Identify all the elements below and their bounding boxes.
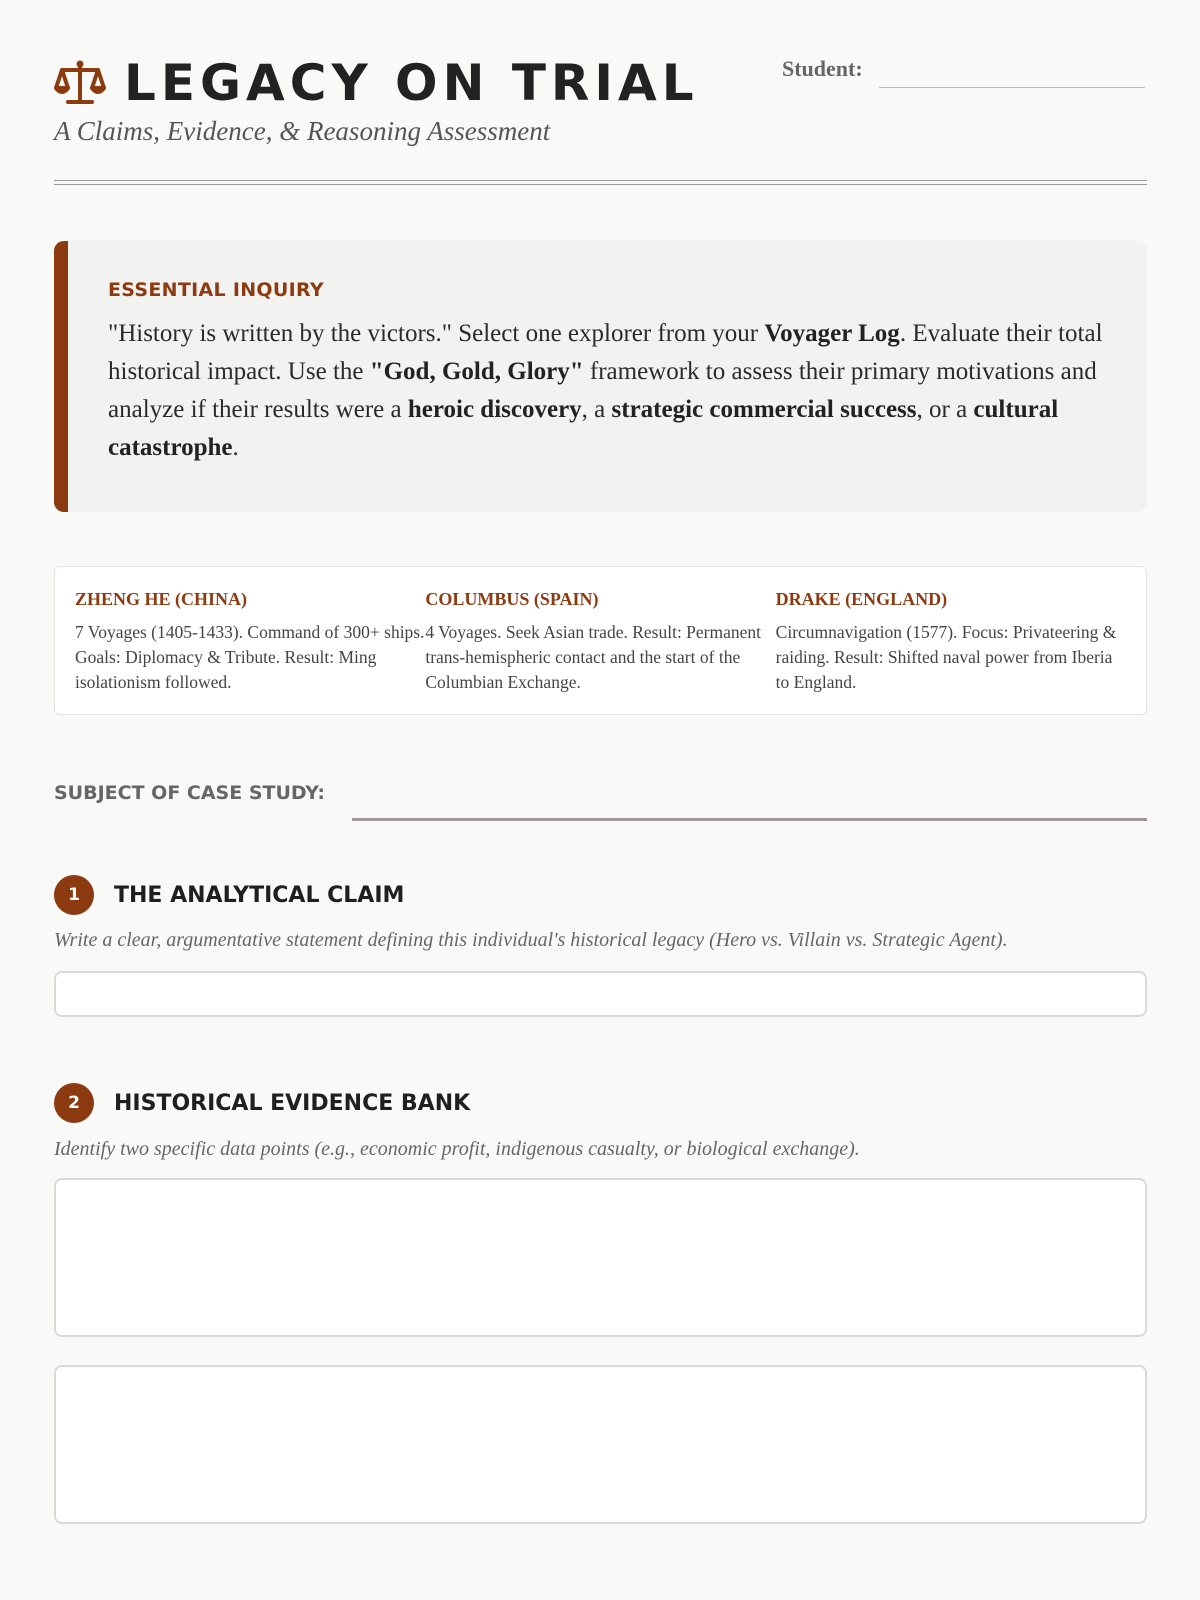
inquiry-text-part: "History is written by the victors." Select one explorer from your — [108, 320, 765, 347]
header — [54, 0, 1147, 192]
subject-label: SUBJECT OF CASE STUDY: — [54, 782, 326, 804]
inquiry-text-part: framework to assess their primary motivations and analyze if their results were a — [108, 358, 1097, 423]
explorer-card-columbus — [425, 589, 775, 714]
explorer-name: COLUMBUS (SPAIN) — [425, 589, 599, 609]
student-field — [782, 56, 1145, 82]
explorer-card-drake — [776, 589, 1126, 714]
inquiry-emphasis: Voyager Log — [764, 320, 900, 347]
inquiry-emphasis: heroic discovery — [407, 396, 582, 423]
explorer-description: 7 Voyages (1405-1433). Command of 300+ ships. Goals: Diplomacy & Tribute. Result: Ming isolationism followed. — [75, 622, 425, 692]
claim-answer-box[interactable] — [54, 971, 1147, 1017]
section-analytical-claim — [54, 875, 404, 915]
inquiry-emphasis: cultural catastrophe — [108, 396, 1059, 461]
inquiry-emphasis: "God, Gold, Glory" — [369, 358, 584, 385]
evidence-answer-box-1[interactable] — [54, 1178, 1147, 1337]
explorer-description: 4 Voyages. Seek Asian trade. Result: Permanent trans-hemispheric contact and the start of the Columbian Exchange. — [425, 622, 762, 692]
title-row — [54, 54, 699, 112]
section-number-badge: 2 — [54, 1083, 94, 1123]
explorer-description: Circumnavigation (1577). Focus: Privateering & raiding. Result: Shifted naval power from Iberia to England. — [775, 622, 1117, 692]
explorer-name: DRAKE (ENGLAND) — [775, 589, 948, 609]
explorer-name: ZHENG HE (CHINA) — [75, 589, 248, 609]
inquiry-text — [108, 315, 1107, 467]
page-title: LEGACY ON TRIAL — [124, 54, 699, 112]
header-divider — [54, 180, 1147, 185]
subject-input-line[interactable] — [352, 818, 1147, 821]
section-number-badge: 1 — [54, 875, 94, 915]
section-evidence-bank — [54, 1083, 470, 1123]
essential-inquiry-box — [54, 241, 1147, 512]
student-label: Student: — [782, 56, 863, 81]
scale-icon — [54, 58, 106, 108]
inquiry-text-part: , or a — [916, 396, 974, 423]
inquiry-text-part: , a — [581, 396, 612, 423]
inquiry-label: ESSENTIAL INQUIRY — [108, 279, 324, 301]
page-subtitle: A Claims, Evidence, & Reasoning Assessment — [54, 116, 551, 146]
inquiry-text-part: . — [232, 434, 239, 461]
worksheet-page — [54, 0, 1147, 1160]
section-hint: Identify two specific data points (e.g., economic profit, indigenous casualty, or biological exchange). — [54, 1138, 860, 1160]
explorer-card-zheng-he — [75, 589, 425, 714]
section-hint: Write a clear, argumentative statement defining this individual's historical legacy (Hero vs. Villain vs. Strategic Agent). — [54, 929, 1008, 951]
section-title: THE ANALYTICAL CLAIM — [114, 882, 405, 908]
inquiry-text-part: . Evaluate their total historical impact. Use the — [108, 320, 1103, 385]
inquiry-emphasis: strategic commercial success — [611, 396, 917, 423]
explorer-cards — [54, 566, 1147, 715]
case-study-subject — [54, 780, 1147, 820]
evidence-answer-box-2[interactable] — [54, 1365, 1147, 1524]
section-title: HISTORICAL EVIDENCE BANK — [114, 1090, 471, 1116]
student-name-line[interactable] — [879, 87, 1145, 88]
